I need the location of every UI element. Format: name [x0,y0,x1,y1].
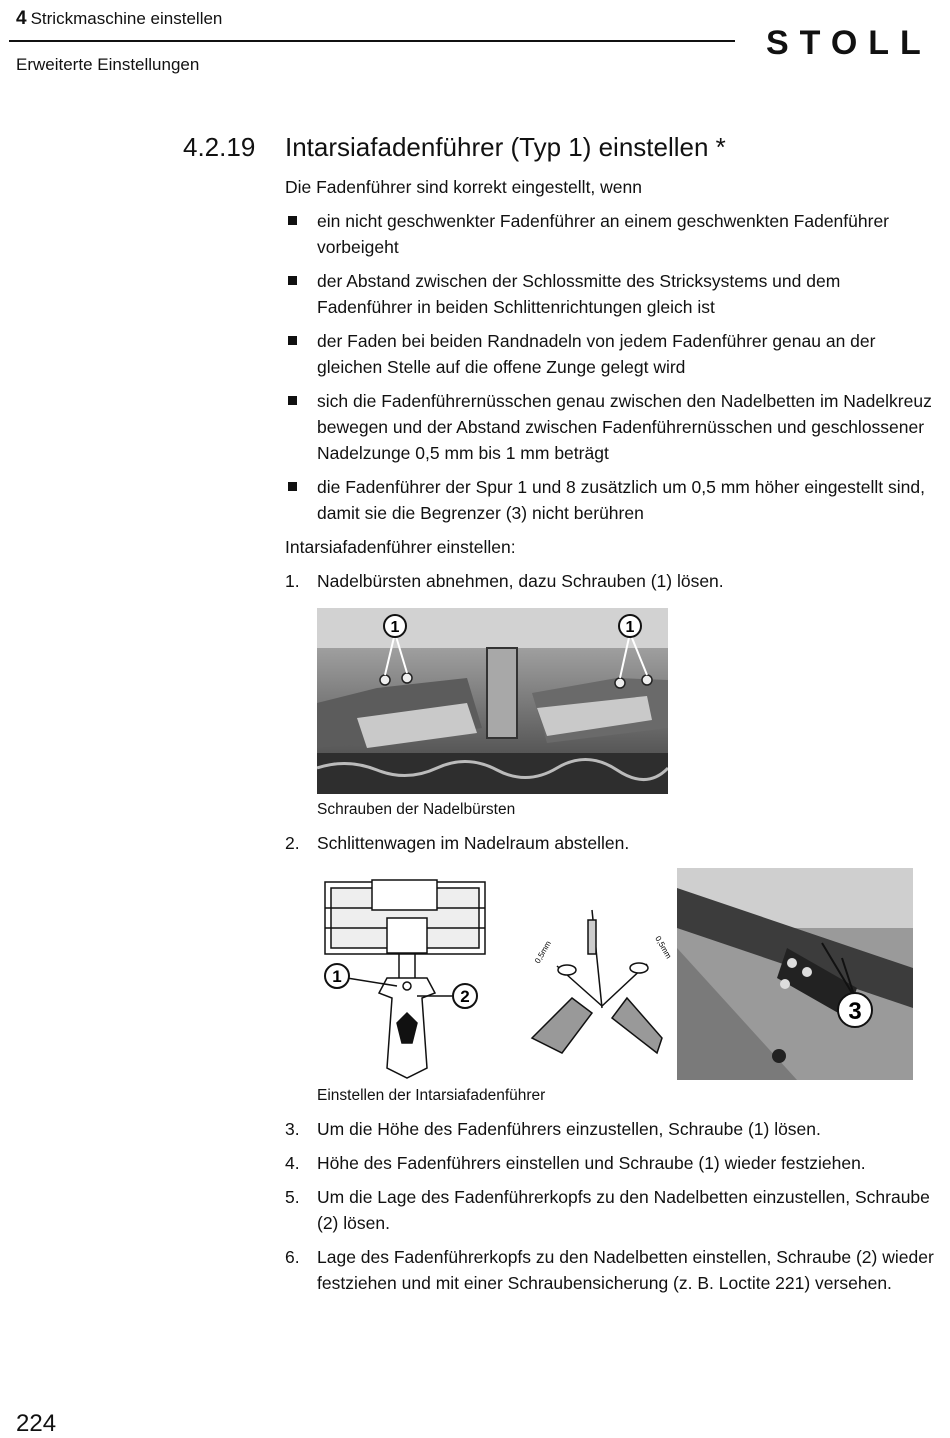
list-item: der Faden bei beiden Randnadeln von jedem Fadenführer genau an der gleichen Stelle auf die offene Zunge gelegt wird [285,328,935,380]
intro-text: Die Fadenführer sind korrekt eingestellt, wenn [285,177,642,197]
limiter-photo [677,868,913,1080]
figure-yarn-carrier-adjustment [317,868,913,1080]
callout-label: 1 [390,619,400,636]
needle-bed-drawing [532,910,662,1053]
step-item: 3. Um die Höhe des Fadenführers einzustellen, Schraube (1) lösen. [285,1119,821,1139]
section-number: 4.2.19 [183,132,256,162]
list-item: ein nicht geschwenkter Fadenführer an einem geschwenkten Fadenführer vorbeigeht [285,208,935,260]
callout-label: 3 [848,998,862,1025]
figure-caption: Einstellen der Intarsiafadenführer [317,1087,546,1104]
page-title [183,132,726,163]
figure-caption: Schrauben der Nadelbürsten [317,801,516,818]
callout-label: 1 [625,619,635,636]
condition-list [285,208,935,526]
dimension-label: 0,5mm [653,934,674,961]
header-rule [9,40,735,42]
brand-logo: STOLL [766,24,932,62]
step-item: 1. Nadelbürsten abnehmen, dazu Schrauben (1) lösen. [285,571,724,591]
chapter-title: Strickmaschine einstellen [30,9,223,28]
step-list [285,830,935,856]
callout-label: 2 [460,987,470,1006]
chapter-heading: 4 Strickmaschine einstellen [16,8,223,29]
main-content [285,174,935,1304]
figure-needle-brush-screws [317,608,668,794]
step-item: 5. Um die Lage des Fadenführerkopfs zu den Nadelbetten einzustellen, Schraube (2) lösen. [285,1187,930,1233]
steps-intro: Intarsiafadenführer einstellen: [285,537,516,557]
yarn-carrier-diagrams [317,868,913,1080]
list-item: sich die Fadenführernüsschen genau zwischen den Nadelbetten im Nadelkreuz bewegen und der Abstand zwischen Fadenführernüsschen und geschlossener Nadelzunge 0,5 mm bis 1 mm beträgt [285,388,935,466]
step-list [285,568,935,594]
needle-brush-photo [317,608,668,794]
step-item: 6. Lage des Fadenführerkopfs zu den Nadelbetten einstellen, Schraube (2) wieder festziehen und mit einer Schraubensicherung (z. B. Loctite 221) versehen. [285,1247,934,1293]
dimension-label: 0,5mm [532,939,553,965]
bullet-square-icon [288,336,297,345]
bullet-square-icon [288,396,297,405]
list-item: die Fadenführer der Spur 1 und 8 zusätzlich um 0,5 mm höher eingestellt sind, damit sie die Begrenzer (3) nicht berühren [285,474,935,526]
callout-label: 1 [332,967,342,986]
bullet-square-icon [288,216,297,225]
bullet-square-icon [288,482,297,491]
step-list [285,1116,935,1296]
section-title-text: Intarsiafadenführer (Typ 1) einstellen * [285,132,726,162]
bullet-square-icon [288,276,297,285]
step-item: 4. Höhe des Fadenführers einstellen und Schraube (1) wieder festziehen. [285,1153,866,1173]
list-item: der Abstand zwischen der Schlossmitte des Stricksystems und dem Fadenführer in beiden Schlittenrichtungen gleich ist [285,268,935,320]
page-number: 224 [16,1410,57,1437]
section-heading: Erweiterte Einstellungen [16,55,200,74]
step-item: 2. Schlittenwagen im Nadelraum abstellen. [285,833,630,853]
